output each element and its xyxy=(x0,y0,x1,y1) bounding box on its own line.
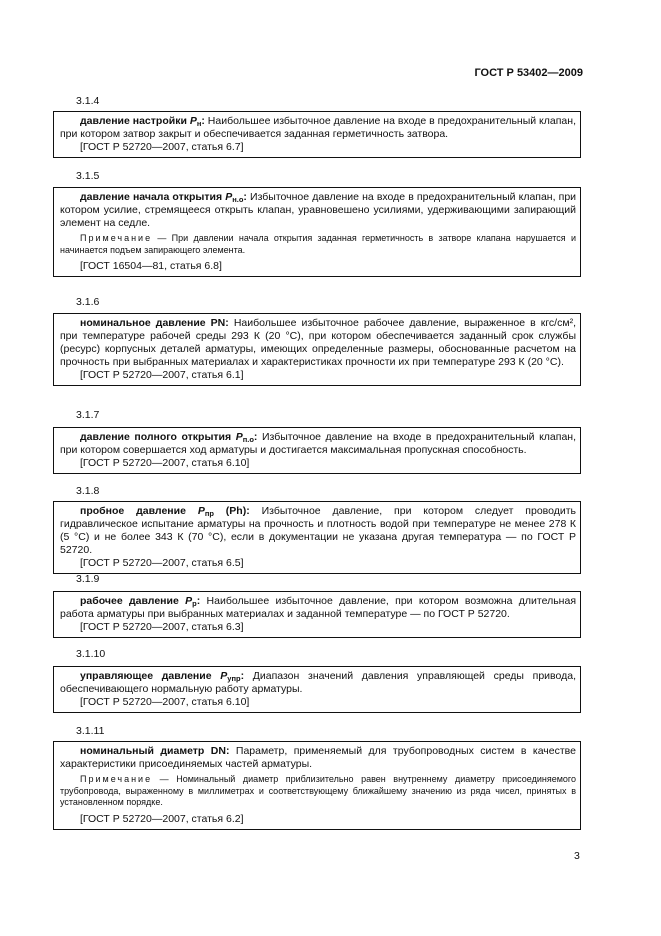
term: пробное давление xyxy=(80,505,186,517)
definition-box: пробное давление $P_{пр}$ (Ph): Избыточное давление, при котором следует проводить гидравлическое испытание арматуры на прочность и плотность водой при температуре не менее 278 К (5 °С) и не более 343 К (70 °С), если в документации не указана другая температура — по ГОСТ Р 52720. [ГОСТ Р 52720—2007, статья 6.5] xyxy=(53,501,581,574)
term: рабочее давление xyxy=(80,595,179,607)
definition-text: Наибольшее избыточное давление, при котором возможна длительная работа арматуры при выбранных материалах и заданной температуре — по ГОСТ Р 52720. xyxy=(60,595,577,620)
definition-box xyxy=(53,741,581,830)
source-reference: [ГОСТ Р 52720—2007, статья 6.3] xyxy=(80,621,244,633)
term: давление начала открытия xyxy=(80,191,223,203)
definition-text: Наибольшее избыточное рабочее давление, выраженное в кгс/см², при температуре рабочей среды 293 К (20 °С), при котором обеспечивается заданный срок службы (ресурс) корпусных деталей арматуры, имеющих определенные размеры, обоснованные расчетом на прочность при выбранных материалах и характеристиках прочности их при температуре 293 К (20 °С). xyxy=(60,317,576,368)
definition-text: Параметр, применяемый для трубопроводных систем в качестве характеристики присоединяемых частей арматуры. xyxy=(60,745,576,770)
page-number: 3 xyxy=(574,850,580,862)
definition-box: рабочее давление $P_р$: Наибольшее избыточное давление, при котором возможна длительная работа арматуры при выбранных материалах и заданной температуре — по ГОСТ Р 52720. [ГОСТ Р 52720—2007, статья 6.3] xyxy=(53,591,581,638)
source-reference: [ГОСТ Р 52720—2007, статья 6.5] xyxy=(80,557,244,569)
note-text: — При давлении начала открытия заданная герметичность в затворе клапана нарушается и начинается подъем запирающего элемента. xyxy=(60,233,576,255)
definition-text: Наибольшее избыточное давление на входе в предохранительный клапан, при котором затвор закрыт и обеспечивается заданная герметичность затвора. xyxy=(60,115,576,140)
note-text: — Номинальный диаметр приблизительно равен внутреннему диаметру присоединяемого трубопровода, выраженному в миллиметрах и соответствующему ближайшему значению из ряда чисел, принятых в установленном порядке. xyxy=(60,774,576,807)
source-reference: [ГОСТ 16504—81, статья 6.8] xyxy=(80,260,222,272)
term: управляющее давление xyxy=(80,670,212,682)
definition-box: управляющее давление $P_{упр}$: Диапазон значений давления управляющей среды привода, обеспечивающего нормальную работу арматуры. [ГОСТ Р 52720—2007, статья 6.10] xyxy=(53,666,581,713)
source-reference: [ГОСТ Р 52720—2007, статья 6.10] xyxy=(80,696,250,708)
source-reference: [ГОСТ Р 52720—2007, статья 6.2] xyxy=(80,812,244,825)
note-label: Примечание xyxy=(80,233,153,243)
definition-text: Избыточное давление на входе в предохранительный клапан, при котором совершается ход арматуры и достигается максимальная пропускная способность. xyxy=(60,431,576,456)
definition-box: давление начала открытия $P_{н.о}$: Избыточное давление на входе в предохранительный клапан, при котором усилие, стремящееся открыть клапан, уравновешено усилиями, удерживающими запирающий элемент на седле. Примечание — При давлении начала открытия заданная герметичность в затворе клапана нарушается и начинается подъем запирающего элемента. [ГОСТ 16504—81, статья 6.8] xyxy=(53,187,581,277)
source-reference: [ГОСТ Р 52720—2007, статья 6.7] xyxy=(80,141,244,153)
definition-text: Избыточное давление, при котором следует проводить гидравлическое испытание арматуры на прочность и плотность водой при температуре не менее 278 К (5 °С) и не более 343 К (70 °С), если в документации не указана другая температура — по ГОСТ Р 52720. xyxy=(60,505,577,556)
section-number: 3.1.7 xyxy=(76,409,100,421)
definition-box: давление настройки $P_н$: Наибольшее избыточное давление на входе в предохранительный клапан, при котором затвор закрыт и обеспечивается заданная герметичность затвора. [ГОСТ Р 52720—2007, статья 6.7] xyxy=(53,111,581,158)
note xyxy=(60,774,576,809)
definition-box: давление полного открытия $P_{п.о}$: Избыточное давление на входе в предохранительный клапан, при котором совершается ход арматуры и достигается максимальная пропускная способность. [ГОСТ Р 52720—2007, статья 6.10] xyxy=(53,427,581,474)
term: давление настройки xyxy=(80,115,187,127)
section-number: 3.1.9 xyxy=(76,573,100,585)
source-reference: [ГОСТ Р 52720—2007, статья 6.10] xyxy=(80,457,250,469)
source-reference: [ГОСТ Р 52720—2007, статья 6.1] xyxy=(80,369,244,381)
section-number: 3.1.10 xyxy=(76,648,106,660)
definition-box xyxy=(53,313,581,386)
section-number: 3.1.11 xyxy=(76,725,105,737)
note xyxy=(60,233,576,256)
definition-text: Диапазон значений давления управляющей среды привода, обеспечивающего нормальную работу арматуры. xyxy=(60,670,576,695)
term: номинальное давление PN: xyxy=(80,317,229,329)
section-number: 3.1.5 xyxy=(76,170,100,182)
document-header: ГОСТ Р 53402—2009 xyxy=(474,67,583,79)
section-number: 3.1.8 xyxy=(76,485,100,497)
note-label: Примечание xyxy=(80,774,153,784)
section-number: 3.1.6 xyxy=(76,296,100,308)
term: давление полного открытия xyxy=(80,431,232,443)
definition-text: Избыточное давление на входе в предохранительный клапан, при котором усилие, стремящееся открыть клапан, уравновешено усилиями, удерживающими запирающий элемент на седле. xyxy=(60,191,577,229)
term: номинальный диаметр DN: xyxy=(80,745,230,757)
section-number: 3.1.4 xyxy=(76,95,100,107)
